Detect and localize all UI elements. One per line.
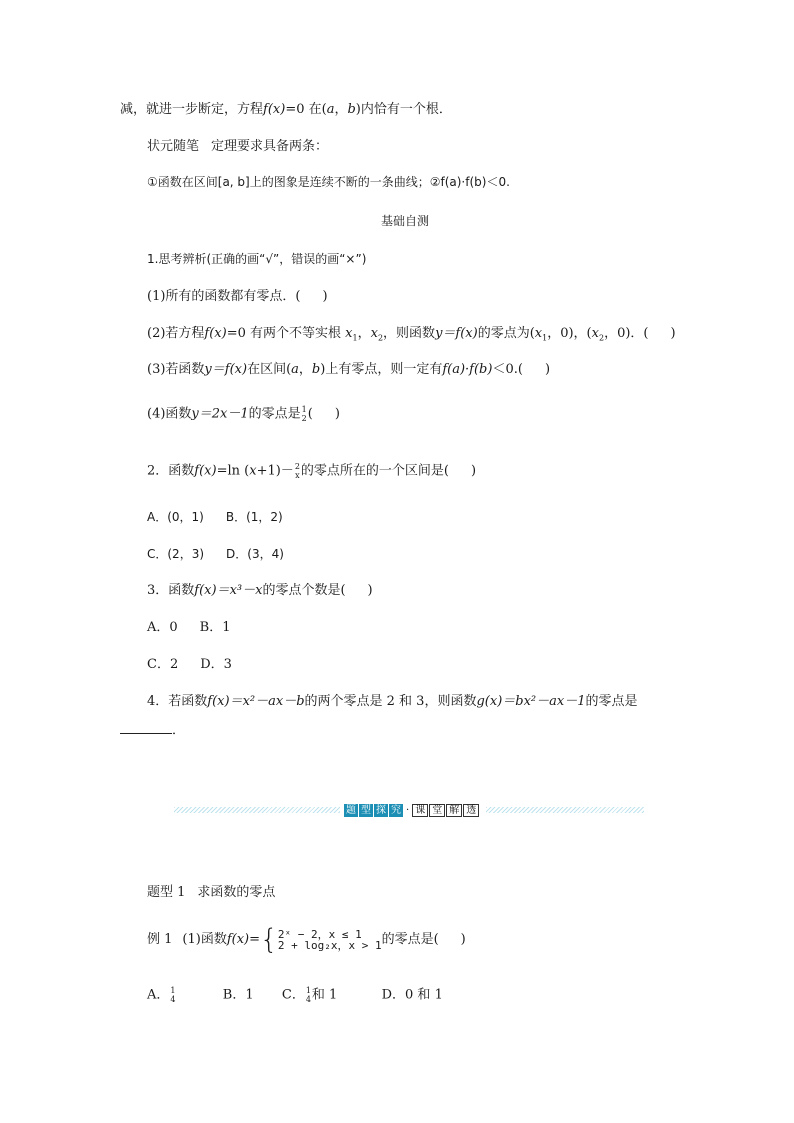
math-x2: x [591,326,599,341]
q2-options-cd [147,545,284,563]
frac-num: 2 [294,462,300,471]
frac-den: 4 [305,995,311,1004]
ex1-option-d: D．0 和 1 [381,987,443,1003]
type-label: 题型 1 [147,885,186,900]
q3-option-d: D．3 [200,657,232,672]
ex1-stem-a: (1)函数 [182,932,227,947]
intro-text-c: ， [334,102,348,117]
note-text: 定理要求具备两条： [211,139,329,154]
q1-s4-a: (4)函数 [147,406,192,422]
banner-dot: · [406,804,410,816]
ex1-stem-c: 的零点是( [381,932,439,947]
ex1-stem-end: ) [460,932,466,947]
banner-label [344,801,479,819]
math-x3-minus-x: f(x)＝x³－x [194,583,263,598]
q1-s1-text: (1)所有的函数都有零点．( [147,289,301,304]
fraction-one-quarter [306,986,311,1004]
q3-stem-b: 的零点个数是( [262,583,346,598]
q1-s3-c: )上有零点，则一定有 [320,362,443,377]
intro-text-d: )内恰有一个根． [355,102,452,117]
piecewise-cases [278,929,382,951]
math-x1: x [534,326,543,341]
banner-hatch-right [486,807,644,813]
type-1-heading [147,884,275,902]
q1-statement-4 [147,405,340,424]
q4-stem-a: 4．若函数 [147,694,208,709]
math-fx: f(x) [194,463,217,479]
math-b: b [347,102,356,117]
q1-statement-2: (2)若方程f(x)=0 有两个不等实根 $x_1$，$x_2$，则函数y＝f(x)的零点为($x_1$，0)，($x_2$，0)．( ) [147,326,676,343]
q2-stem-b: =ln ( [216,463,250,479]
q1-s2-d: 的零点为( [477,326,535,341]
q1-statement-3: (3)若函数y＝f(x)在区间(a，b)上有零点，则一定有f(a)·f(b)＜0.( ) [147,362,551,377]
q2-option-b: B．(1，2) [225,510,283,524]
math-y-eq-fx: y＝f(x) [204,362,248,377]
math-fx: f(x) [226,932,250,947]
math-x1: x [345,326,353,341]
q1-s4-b: 的零点是 [248,406,301,422]
math-x: x [249,463,257,479]
math-a: a [326,102,335,117]
q4-stem [147,693,638,711]
q4-stem-c: 的零点是 [585,694,638,709]
math-a: a [291,362,299,377]
q1-s4-c: ( [307,406,313,422]
math-q4-g: g(x)＝bx²－ax－1 [476,694,586,709]
note-label: 状元随笔 [147,139,200,154]
frac-den: 4 [170,995,176,1004]
q1-s2-end: ) [670,326,676,341]
banner-box: 究 [391,804,401,816]
q3-stem-a: 3．函数 [147,583,195,598]
q1-s3-end: ) [544,362,551,377]
banner-box-outline: 透 [463,804,479,817]
banner-hatch-left [174,807,340,813]
banner-box: 型 [361,804,371,816]
section-title: 基础自测 [381,214,430,228]
q2-stem-end: ) [470,463,477,479]
q1-s2-b: =0 有两个不等实根 [226,326,342,341]
intro-text-b: =0 在( [285,102,327,117]
math-y-eq-2x-1: y＝2x－1 [191,406,249,422]
q1-stem: 1.思考辨析(正确的画“√”，错误的画“×”) [147,252,367,266]
math-fa-fb: f(a)·f(b) [442,362,493,377]
q3-stem [147,582,373,600]
intro-line [120,101,452,119]
note-conditions: ①函数在区间[a, b]上的图象是连续不断的一条曲线；②f(a)·f(b)＜0. [147,175,510,189]
ex1-option-c-tail: 和 1 [311,987,338,1003]
note-line [147,138,328,156]
q2-stem-d: 的零点所在的一个区间是( [300,463,449,479]
math-fx: f(x) [263,102,286,117]
q1-s2-a: (2)若方程 [147,326,205,341]
type-title: 求函数的零点 [197,885,276,900]
math-fx: f(x) [204,326,227,341]
math-b: b [311,362,321,377]
intro-text-a: 减，就进一步断定，方程 [120,102,264,117]
frac-den: 2 [301,414,307,423]
q3-option-a: A．0 [147,620,178,635]
q2-option-c: C．(2，3) [147,547,205,561]
q3-stem-end: ) [367,583,373,598]
ex1-option-c: C． [281,987,305,1003]
q2-option-a: A．(0，1) [147,510,204,524]
frac-den: x [295,471,300,480]
q3-options-ab [147,619,231,637]
banner-box-outline: 课 [412,804,428,817]
q1-s2-e: ，0)，( [547,326,592,341]
banner-box-outline: 堂 [429,804,445,817]
banner-box: 题 [346,804,356,816]
ex1-option-a: A． [147,987,170,1003]
banner-box-outline: 解 [446,804,462,817]
math-x2: x [370,326,378,341]
q4-end: ． [172,723,186,738]
q2-options-ab [147,508,283,526]
q1-s3-d: ＜0.( [492,362,523,377]
example-1-stem [147,922,466,956]
fraction-two-over-x [295,462,300,480]
left-brace: { [260,922,278,956]
example-1-options [147,986,443,1005]
q3-option-b: B．1 [199,620,231,635]
math-q4-f: f(x)＝x²－ax－b [207,694,305,709]
fraction-one-half [302,405,307,423]
answer-blank [120,721,172,734]
example-label: 例 1 [147,932,173,947]
q4-answer-line [120,721,185,740]
case-2: 2 + log₂x，x > 1 [277,938,382,952]
q2-stem [147,462,476,481]
q1-statement-1 [147,288,328,306]
q3-option-c: C．2 [147,657,179,672]
frac-num: 1 [170,986,176,995]
q4-stem-b: 的两个零点是 2 和 3，则函数 [304,694,477,709]
frac-num: 1 [305,986,311,995]
q1-s3-b: 在区间( [247,362,292,377]
section-banner [174,801,644,819]
q1-s4-end: ) [334,406,340,422]
ex1-option-b: B．1 [222,987,254,1003]
q2-stem-a: 2．函数 [147,463,195,479]
ex1-stem-b: = [249,932,261,947]
q1-s3-a: (3)若函数 [147,362,205,377]
frac-num: 1 [301,405,307,414]
fraction-one-quarter [170,986,175,1004]
q1-s2-c: ，则函数 [383,326,436,341]
q2-option-d: D．(3，4) [226,547,284,561]
q1-s1-end: ) [322,289,328,304]
q3-options-cd [147,656,232,674]
banner-box: 探 [376,804,386,816]
case-1: 2ˣ − 2，x ≤ 1 [277,927,362,941]
q1-s2-f: ，0)．( [604,326,649,341]
q2-stem-c: +1)－ [256,463,294,479]
math-y-eq-fx: y＝f(x) [435,326,478,341]
